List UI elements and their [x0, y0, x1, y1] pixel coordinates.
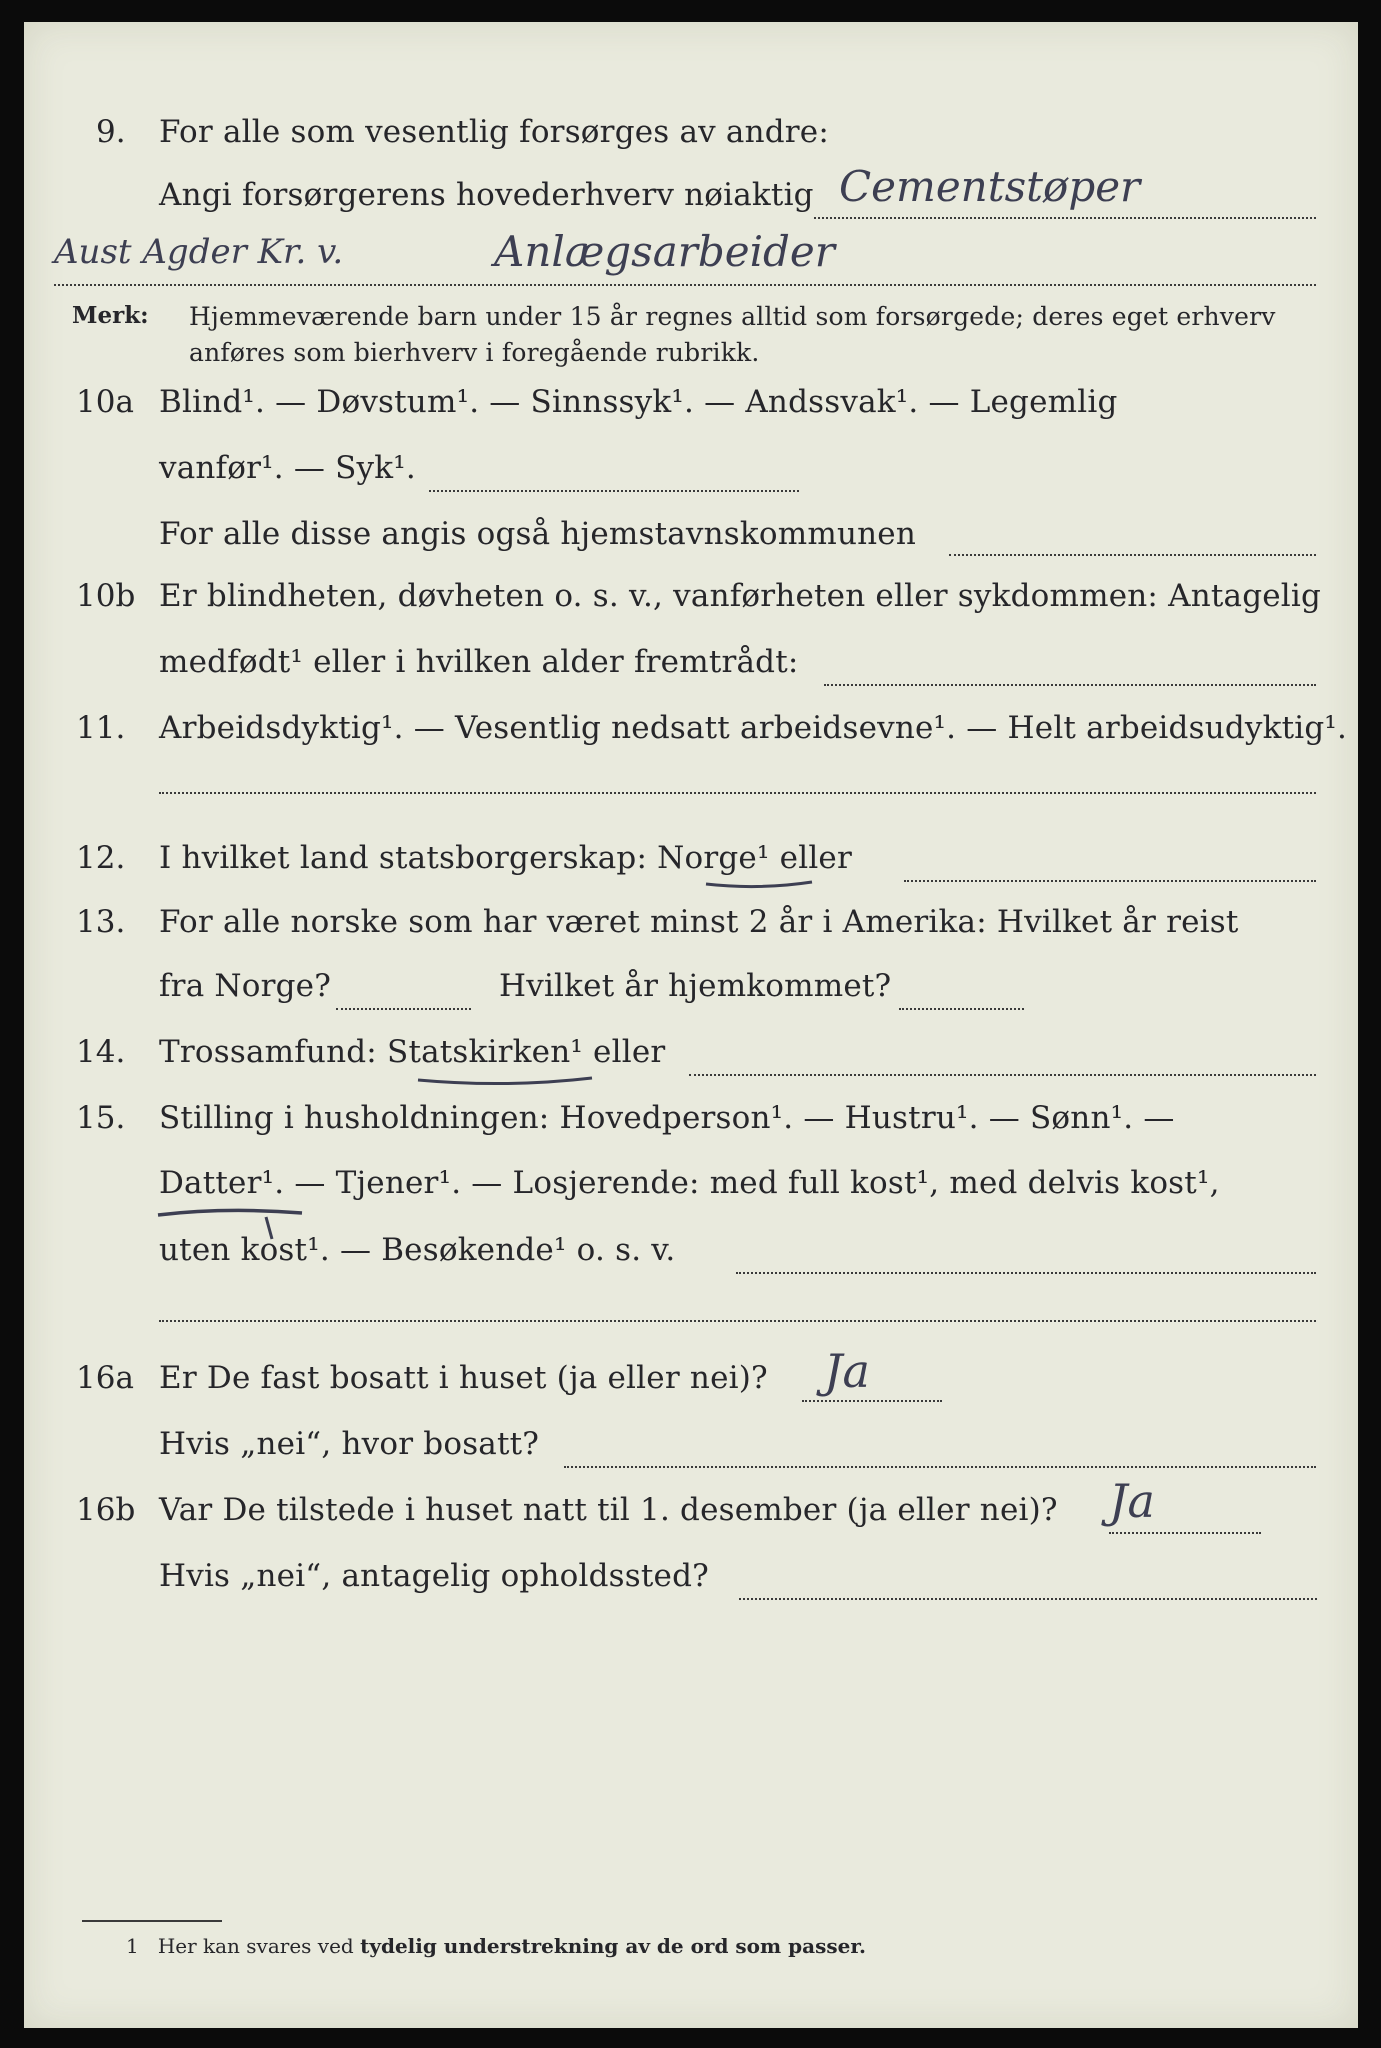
q9-line1: For alle som vesentlig forsørges av andre: [159, 114, 829, 150]
q14-answer-line [689, 1074, 1316, 1076]
q13-number: 13. [76, 904, 126, 940]
q16b-stay-line [739, 1598, 1317, 1600]
footnote-mark: 1 [126, 1934, 139, 1958]
footnote-text-a: Her kan svares ved [157, 1934, 354, 1958]
q15-line3: uten kost¹. — Besøkende¹ o. s. v. [159, 1232, 676, 1268]
q13-line2b: Hvilket år hjemkommet? [499, 968, 892, 1004]
q16a-handwritten-answer: Ja [824, 1344, 870, 1398]
q12-norge-underline [704, 878, 814, 890]
q10b-answer-line [824, 684, 1316, 686]
q12-answer-line [904, 880, 1316, 882]
q15-answer-line [736, 1272, 1316, 1274]
q9-handwritten-work: Anlægsarbeider [494, 227, 835, 276]
q15-line1: Stilling i husholdningen: Hovedperson¹. — Hustru¹. — Sønn¹. — [159, 1100, 1175, 1136]
merk-line1: Hjemmeværende barn under 15 år regnes alltid som forsørgede; deres eget erhverv [189, 302, 1276, 331]
q11-answer-line [159, 792, 1316, 794]
q9-number: 9. [96, 114, 126, 150]
q13-line2a: fra Norge? [159, 968, 332, 1004]
q10a-line2: vanfør¹. — Syk¹. [159, 450, 416, 486]
q10b-line1: Er blindheten, døvheten o. s. v., vanførheten eller sykdommen: Antagelig [159, 578, 1322, 614]
q13-line1: For alle norske som har været minst 2 år i Amerika: Hvilket år reist [159, 904, 1239, 940]
q16b-answer-line [1109, 1532, 1261, 1534]
census-form-page [24, 22, 1358, 2028]
q12-number: 12. [76, 840, 126, 876]
q11-number: 11. [76, 710, 126, 746]
q11-line1: Arbeidsdyktig¹. — Vesentlig nedsatt arbeidsevne¹. — Helt arbeidsudyktig¹. [159, 710, 1348, 746]
q9-line2: Angi forsørgerens hovederhverv nøiaktig [159, 177, 814, 213]
q12-line1: I hvilket land statsborgerskap: Norge¹ eller [159, 840, 852, 876]
q10b-line2: medfødt¹ eller i hvilken alder fremtrådt: [159, 644, 799, 680]
q10a-line1: Blind¹. — Døvstum¹. — Sinnssyk¹. — Andssvak¹. — Legemlig [159, 384, 1118, 420]
q9-handwritten-place: Aust Agder Kr. v. [54, 232, 344, 272]
q10b-number: 10b [76, 578, 136, 614]
q15-number: 15. [76, 1100, 126, 1136]
footnote [126, 1934, 866, 1958]
q10a-municipality-line [949, 554, 1316, 556]
q16b-number: 16b [76, 1492, 136, 1528]
q10a-line3: For alle disse angis også hjemstavnskommunen [159, 516, 916, 552]
q10a-number: 10a [76, 384, 134, 420]
q16a-number: 16a [76, 1360, 134, 1396]
q14-number: 14. [76, 1034, 126, 1070]
footnote-text-b: tydelig understrekning av de ord som passer. [360, 1934, 866, 1958]
q16b-line2: Hvis „nei“, antagelig opholdssted? [159, 1558, 709, 1594]
q16a-residence-line [564, 1466, 1316, 1468]
q16a-line2: Hvis „nei“, hvor bosatt? [159, 1426, 540, 1462]
merk-line2: anføres som bierhverv i foregående rubrikk. [189, 338, 760, 367]
q15-line2: Datter¹. — Tjener¹. — Losjerende: med full kost¹, med delvis kost¹, [159, 1165, 1220, 1201]
q16a-line1: Er De fast bosatt i huset (ja eller nei)? [159, 1360, 768, 1396]
merk-label: Merk: [72, 302, 149, 329]
q16a-answer-line [802, 1400, 942, 1402]
q13-left-line [336, 1008, 471, 1010]
q14-line1: Trossamfund: Statskirken¹ eller [159, 1034, 666, 1070]
q9-answer-line-2 [54, 284, 1316, 286]
q9-answer-line [814, 217, 1316, 219]
q16b-handwritten-answer: Ja [1109, 1474, 1155, 1528]
q10a-sick-line [429, 490, 799, 492]
q14-statskirken-underline [416, 1072, 596, 1090]
q16b-line1: Var De tilstede i huset natt til 1. desember (ja eller nei)? [159, 1492, 1058, 1528]
q13-right-line [899, 1008, 1024, 1010]
q15-answer-line-2 [159, 1320, 1316, 1322]
footnote-rule [82, 1920, 222, 1922]
q9-handwritten-occupation: Cementstøper [839, 162, 1141, 211]
